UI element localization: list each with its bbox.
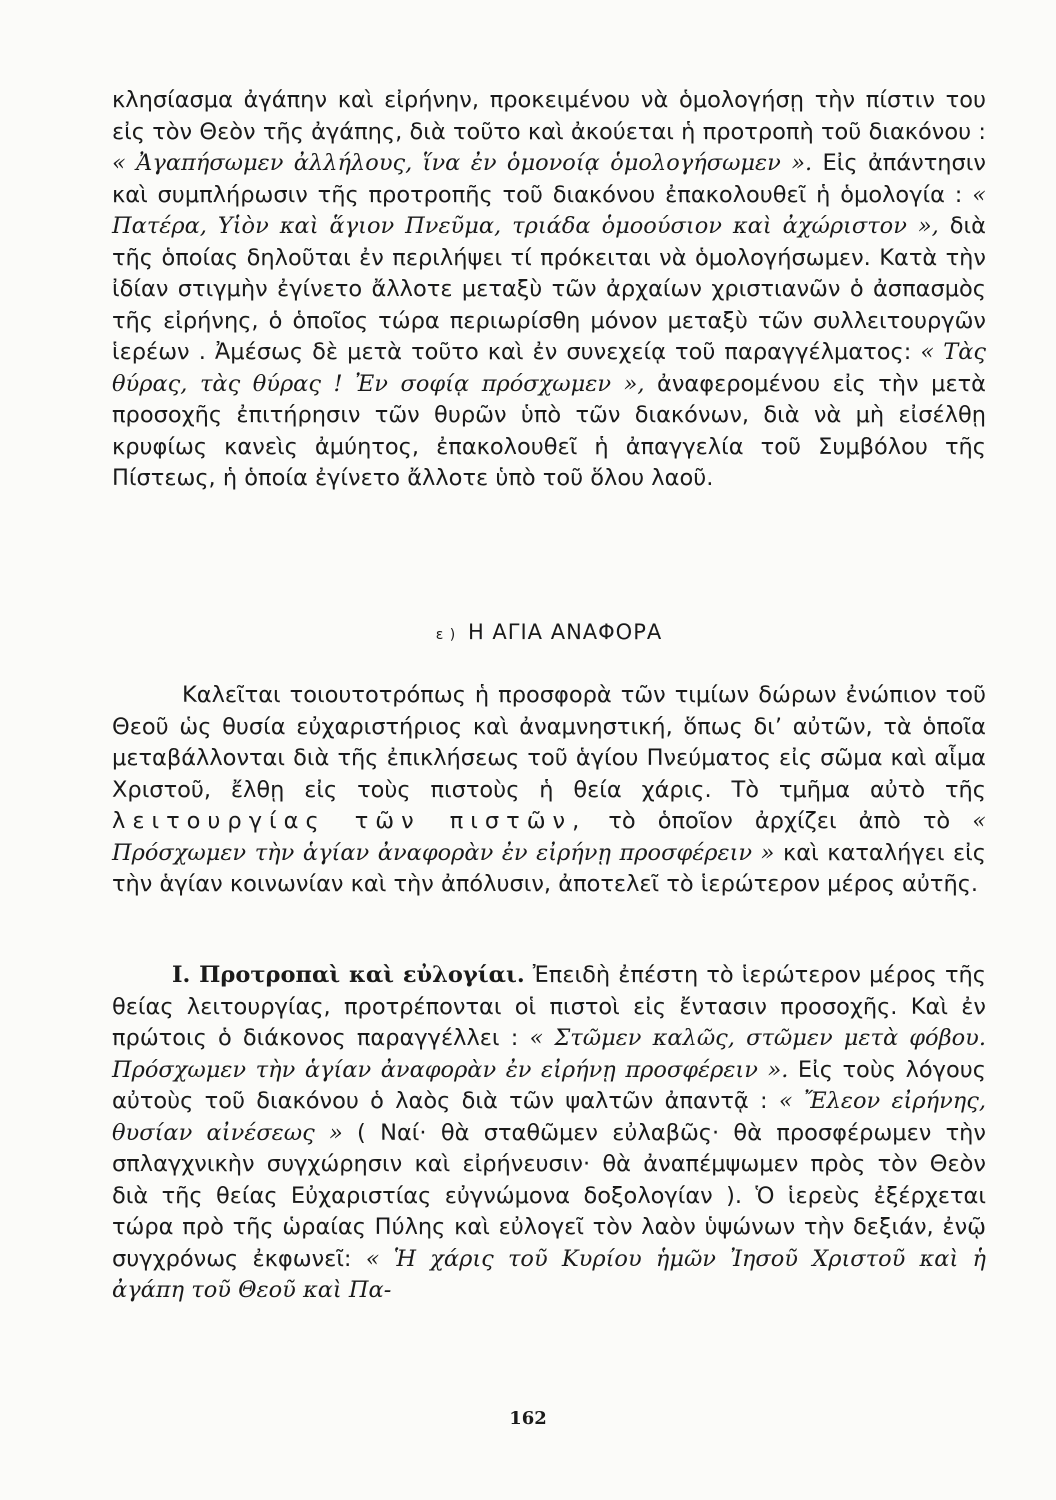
- p2-text-c: τὸ ὁποῖον ἀρχίζει ἀπὸ τὸ: [586, 808, 973, 834]
- p1-text-a: κλησίασμα ἀγάπην καὶ εἰρήνην, προκειμένου νὰ ὁμολογήσῃ τὴν πίστιν του εἰς τὸν Θεὸν τῆς ἀγάπης, διὰ τοῦτο καὶ ἀκούεται ἡ προτροπὴ τοῦ διακόνου :: [112, 87, 986, 145]
- p3-text-c: Εἰς τοὺς λόγους αὐτοὺς τοῦ διακόνου ὁ λαὸς διὰ τῶν ψαλτῶν ἀπαντᾷ :: [112, 1056, 986, 1114]
- p3-text-a: Ἐπειδὴ ἐπέστη τὸ ἱερώτερον μέρος τῆς θείας λειτουργίας, προτρέπονται οἱ πιστοὶ εἰς ἔντασιν προσοχῆς. Καὶ ἐν πρώτοις ὁ διάκονος παραγγέλλει :: [112, 962, 986, 1051]
- p3-text-e: ( Ναί· θὰ σταθῶμεν εὐλαβῶς· θὰ προσφέρωμεν τὴν σπλαγχνικὴν συγχώρησιν καὶ εἰρήνευσιν· θὰ ἀναπέμψωμεν πρὸς τὸν Θεὸν διὰ τῆς θείας Εὐχαριστίας εὐγνώμονα δοξολογίαν ). Ὁ ἱερεὺς ἐξέρχεται τώρα πρὸ τῆς ὡραίας Πύλης καὶ εὐλογεῖ τὸν λαὸν ὑψώνων τὴν δεξιάν, ἐνῷ συγχρόνως ἐκφωνεῖ:: [112, 1119, 987, 1272]
- p3-subheading: I. Προτροπαὶ καὶ εὐλογίαι.: [172, 962, 525, 988]
- p2-spaced-leitourgias: λειτουργίας τῶν πιστῶν,: [112, 808, 587, 834]
- p1-text-e: διὰ τῆς ὁποίας δηλοῦται ἐν περιλήψει τί πρόκειται νὰ ὁμολογήσωμεν. Κατὰ τὴν ἰδίαν στιγμὴν ἐγίνετο ἄλλοτε μεταξὺ τῶν ἀρχαίων χριστιανῶν ὁ ἀσπασμὸς τῆς εἰρήνης, ὁ ὁποῖος τώρα περιωρίσθη μόνον μεταξὺ τῶν συλλειτουργῶν ἱερέων . Ἀμέσως δὲ μετὰ τοῦτο καὶ ἐν συνεχείᾳ τοῦ παραγγέλματος:: [112, 213, 986, 365]
- p3-quote-stomen: « Στῶμεν καλῶς, στῶμεν μετὰ φόβου. Πρόσχωμεν τὴν ἁγίαν ἀναφορὰν ἐν εἰρήνῃ προσφέρειν ».: [112, 1025, 986, 1083]
- p1-text-g: ἀναφερομένου εἰς τὴν μετὰ προσοχῆς ἐπιτήρησιν τῶν θυρῶν ὑπὸ τῶν διακόνων, διὰ νὰ μὴ εἰσέλθῃ κρυφίως κανεὶς ἀμύητος, ἐπακολουθεῖ ἡ ἀπαγγελία τοῦ Συμβόλου τῆς Πίστεως, ἡ ὁποία ἐγίνετο ἄλλοτε ὑπὸ τοῦ ὅλου λαοῦ.: [112, 370, 986, 491]
- p1-quote-agapisomen: « Ἀγαπήσωμεν ἀλλήλους, ἵνα ἐν ὁμονοίᾳ ὁμολογήσωμεν ».: [112, 150, 813, 176]
- section-marker: ε ): [435, 627, 457, 643]
- p1-quote-thyras: « Τὰς θύρας, τὰς θύρας ! Ἐν σοφίᾳ πρόσχωμεν »,: [112, 339, 986, 397]
- paragraph-anaphora: [112, 680, 986, 901]
- section-heading: [112, 620, 986, 644]
- page-number: 162: [509, 1408, 547, 1429]
- p2-text-a: Καλεῖται τοιουτοτρόπως ἡ προσφορὰ τῶν τιμίων δώρων ἐνώπιον τοῦ Θεοῦ ὡς θυσία εὐχαριστήριος καὶ ἀναμνηστική, ὅπως δι’ αὐτῶν, τὰ ὁποῖα μεταβάλλονται διὰ τῆς ἐπικλήσεως τοῦ ἁγίου Πνεύματος εἰς σῶμα καὶ αἷμα Χριστοῦ, ἔλθῃ εἰς τοὺς πιστοὺς ἡ θεία χάρις. Τὸ τμῆμα αὐτὸ τῆς: [112, 682, 986, 803]
- paragraph-continuation: [112, 85, 986, 495]
- p3-quote-eleon: « Ἔλεον εἰρήνης, θυσίαν αἰνέσεως »: [112, 1088, 986, 1146]
- p2-quote-proschomen: « Πρόσχωμεν τὴν ἁγίαν ἀναφορὰν ἐν εἰρήνῃ προσφέρειν »: [112, 808, 986, 866]
- p2-text-e: καὶ καταλήγει εἰς τὴν ἁγίαν κοινωνίαν καὶ τὴν ἀπόλυσιν, ἀποτελεῖ τὸ ἱερώτερον μέρος αὐτῆς.: [112, 839, 986, 897]
- paragraph-protropai: [112, 960, 986, 1307]
- p1-quote-patera: « Πατέρα, Υἱὸν καὶ ἅγιον Πνεῦμα, τριάδα ὁμοούσιον καὶ ἀχώριστον »,: [112, 181, 986, 239]
- p1-text-c: Εἰς ἀπάντησιν καὶ συμπλήρωσιν τῆς προτροπῆς τοῦ διακόνου ἐπακολουθεῖ ἡ ὁμολογία :: [112, 150, 986, 208]
- section-title: Η ΑΓΙΑ ΑΝΑΦΟΡΑ: [467, 620, 663, 644]
- p3-quote-charis: « Ἡ χάρις τοῦ Κυρίου ἡμῶν Ἰησοῦ Χριστοῦ καὶ ἡ ἀγάπη τοῦ Θεοῦ καὶ Πα-: [112, 1245, 986, 1303]
